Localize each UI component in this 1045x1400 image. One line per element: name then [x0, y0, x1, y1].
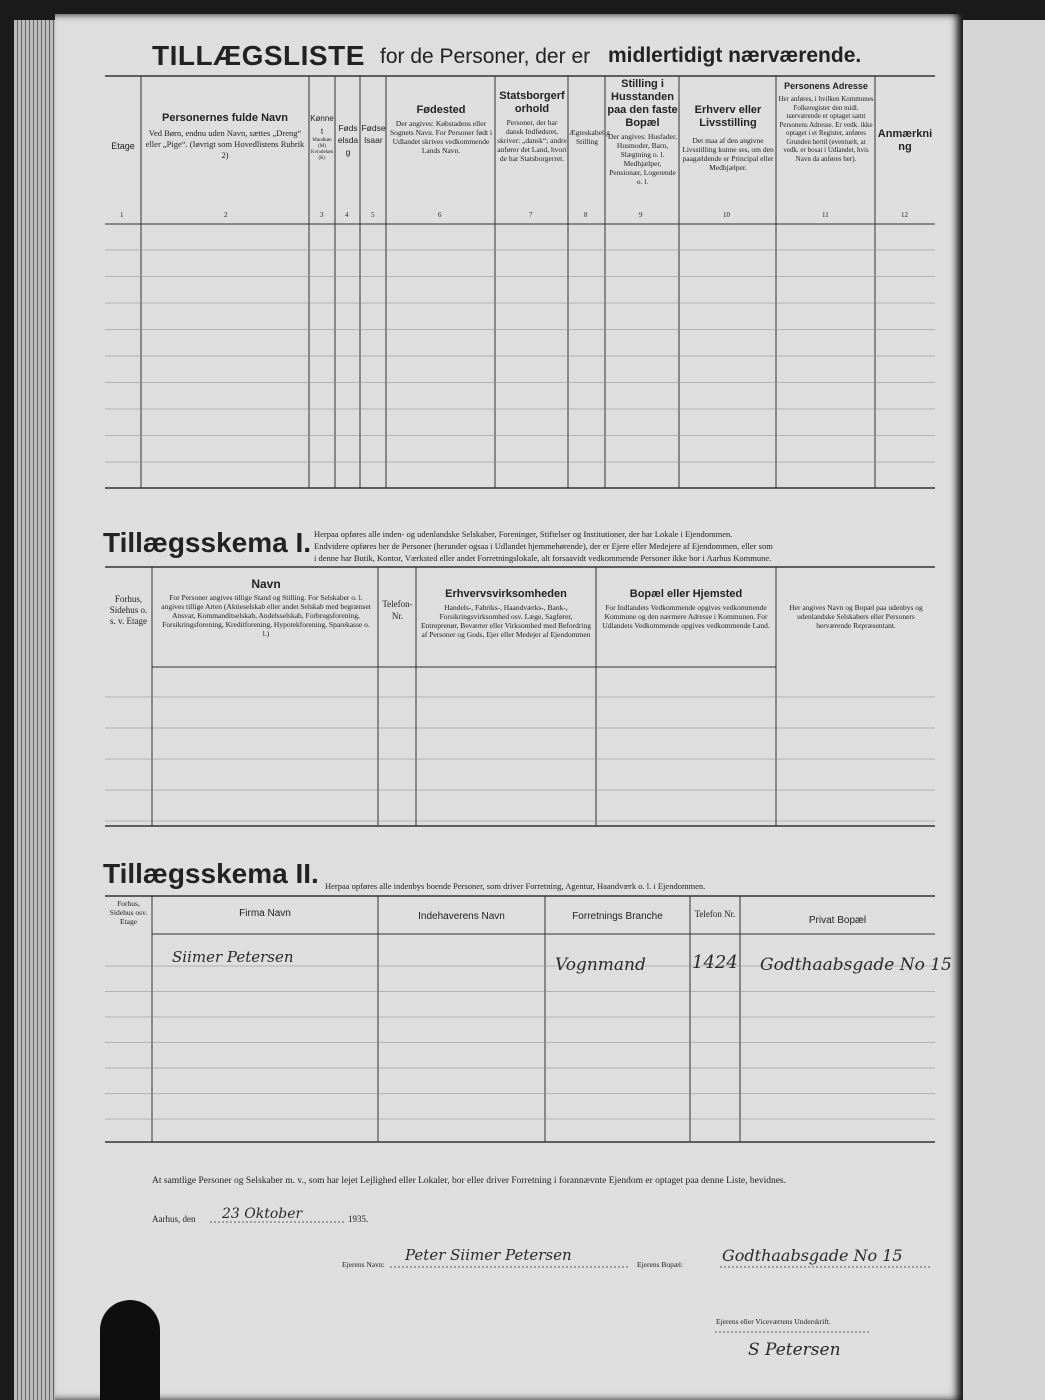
main-title-end: midlertidigt nærværende. — [608, 44, 862, 67]
skema2-col-branche: Forretnings Branche — [572, 911, 663, 922]
skema1-col-bopael: Bopæl eller Hjemsted For Indlandets Vedkommende opgives vedkommende Kommune og den nærmere Adresse i Kommunen. For Udlandets Vedkommende opgives vedkommende Land. — [602, 588, 770, 630]
colnum-8: 8 — [584, 211, 588, 219]
col-fodselsdag-header: Fødselsdag — [337, 123, 359, 157]
colnum-2: 2 — [224, 211, 228, 219]
skema1-intro-line-1: Herpaa opføres alle inden- og udenlandske Selskaber, Foreninger, Stiftelser og Institutioner, der har Lokale i Ejendommen. — [314, 529, 733, 539]
col-erhverv-header: Erhverv eller Livsstilling Det maa af den angivne Livsstilling kunne ses, om den paagældende er Principal eller Medhjælper. — [682, 104, 774, 172]
date-hand: 23 Oktober — [222, 1206, 303, 1222]
skema1-title: Tillægsskema I. — [103, 527, 312, 558]
colnum-12: 12 — [901, 211, 908, 219]
entry-telefon: 1424 — [692, 952, 738, 973]
skema1-intro-line-2: Endvidere opføres her de Personer (herunder ogsaa i Udlandet hjemmehørende), der er Ejere eller Medejere af Ejendommen, eller som — [314, 541, 773, 551]
skema2-col-telefon: Telefon Nr. — [694, 909, 736, 919]
thumb-shadow — [100, 1300, 160, 1400]
skema1-col-representant: Her angives Navn og Bopæl paa udenbys og udenlandske Selskabers eller Personers herværende Repræsentant. — [789, 603, 923, 630]
place-label: Aarhus, den — [152, 1214, 196, 1224]
colnum-10: 10 — [723, 211, 730, 219]
entry-firma: Siimer Petersen — [172, 948, 294, 966]
skema2-col-etage: Forhus, Sidehus osv. Etage — [109, 899, 148, 926]
skema2-title: Tillægsskema II. — [103, 858, 319, 889]
col-aegteskab-header: Ægteskabelig Stilling — [569, 128, 610, 146]
col-fodselsaar-header: Fødselsaar — [361, 123, 386, 145]
owner-name-hand: Peter Siimer Petersen — [405, 1246, 572, 1264]
col-anmaerkning-header: Anmærkning — [877, 128, 933, 153]
skema1-intro — [314, 528, 939, 564]
skema1-intro-line-3: i denne har Butik, Kontor, Værksted eller andet Forretningslokale, alt forsaavidt vedkommende Personer ikke bor i Aarhus Kommune. — [314, 553, 772, 563]
skema2-intro: Herpaa opføres alle indenbys boende Personer, som driver Forretning, Agentur, Haandværk o. l. i Ejendommen. — [325, 881, 706, 891]
colnum-9: 9 — [639, 211, 643, 219]
owner-name-label: Ejerens Navn: — [342, 1260, 385, 1269]
entry-branche: Vognmand — [555, 955, 646, 975]
colnum-5: 5 — [371, 211, 375, 219]
entry-bopael: Godthaabsgade No 15 — [760, 955, 952, 975]
col-statsborger-header: Statsborgerforhold Personer, der har dansk Indfødsret, skriver: „dansk“; andre anfører det Land, hvori de har Statsborgerret. — [497, 90, 567, 163]
skema2-col-indehaver: Indehaverens Navn — [418, 911, 505, 922]
col-konnet-header: Kønnet Mandkøn (M) Kvindekøn (K) — [310, 114, 334, 161]
skema2-col-bopael: Privat Bopæl — [808, 915, 867, 926]
owner-address-label: Ejerens Bopæl: — [637, 1260, 684, 1269]
main-title-bold: TILLÆGSLISTE — [152, 40, 365, 71]
skema1-col-navn: Navn For Personer angives tillige Stand og Stilling. For Selskaber o. l. angives tillige Arten (Aktieselskab eller andet Selskab med begrænset Ansvar, Kommanditselskab, Andelsselskab, Forbrugsforening, Forsikringsforening, Kreditforening, Hypotekforening, Sparekasse o. l.) — [161, 577, 371, 638]
skema1-col-telefon: Telefon-Nr. — [382, 599, 413, 621]
colnum-1: 1 — [120, 211, 124, 219]
colnum-11: 11 — [822, 211, 829, 219]
colnum-3: 3 — [320, 211, 324, 219]
col-etage-header: Etage — [111, 141, 135, 151]
signature-hand: S Petersen — [748, 1340, 841, 1360]
owner-address-hand: Godthaabsgade No 15 — [722, 1246, 903, 1265]
colnum-6: 6 — [438, 211, 442, 219]
signature-label: Ejerens eller Viceværtens Underskrift. — [716, 1317, 831, 1326]
col-fodested-header: Fødested Der angives: Købstadens eller Sognets Navn. For Personer født i Udlandet skrives vedkommende Lands Navn. — [389, 104, 493, 155]
main-title-middle: for de Personer, der er — [380, 45, 591, 68]
col-navn-header: Personernes fulde Navn Ved Børn, endnu uden Navn, sættes „Dreng“ eller „Pige“. (Iøvrigt som Hovedlistens Rubrik 2) — [145, 112, 305, 160]
declaration-text: At samtlige Personer og Selskaber m. v., som har lejet Lejlighed eller Lokaler, bor eller driver Forretning i forannævnte Ejendom er optaget paa denne Liste, bevidnes. — [152, 1176, 786, 1186]
col-husstand-header: Stilling i Husstanden paa den faste Bopæl Der angives: Husfader, Husmoder, Barn, Slægtning o. l. Medhjælper, Pensionær, Logerende o. l. — [607, 78, 678, 186]
skema1-col-etage: Forhus, Sidehus o. s. v. Etage — [109, 594, 148, 626]
colnum-7: 7 — [529, 211, 533, 219]
year-label: 1935. — [348, 1214, 369, 1224]
colnum-4: 4 — [345, 211, 349, 219]
skema2-col-firma: Firma Navn — [239, 908, 291, 919]
skema1-col-erhverv: Erhvervsvirksomheden Handels-, Fabriks-, Haandværks-, Bank-, Forsikringsvirksomhed osv. Læge, Sagfører, Entreprenør, Beværter eller Virksomhed med Befordring af Personer og Gods, Ejer eller Medejer af Ejendommen — [421, 588, 591, 639]
col-adresse-header: Personens Adresse Her anføres, i hvilken Kommunes Folkeregister den midl. nærværende er optaget samt Personens Adresse. Er vedk. ikke optaget i et Register, anføres Grunden hertil (eventuelt, at vedk. er bosat i Udlandet, hvis Navn da anføres her). — [778, 81, 874, 163]
